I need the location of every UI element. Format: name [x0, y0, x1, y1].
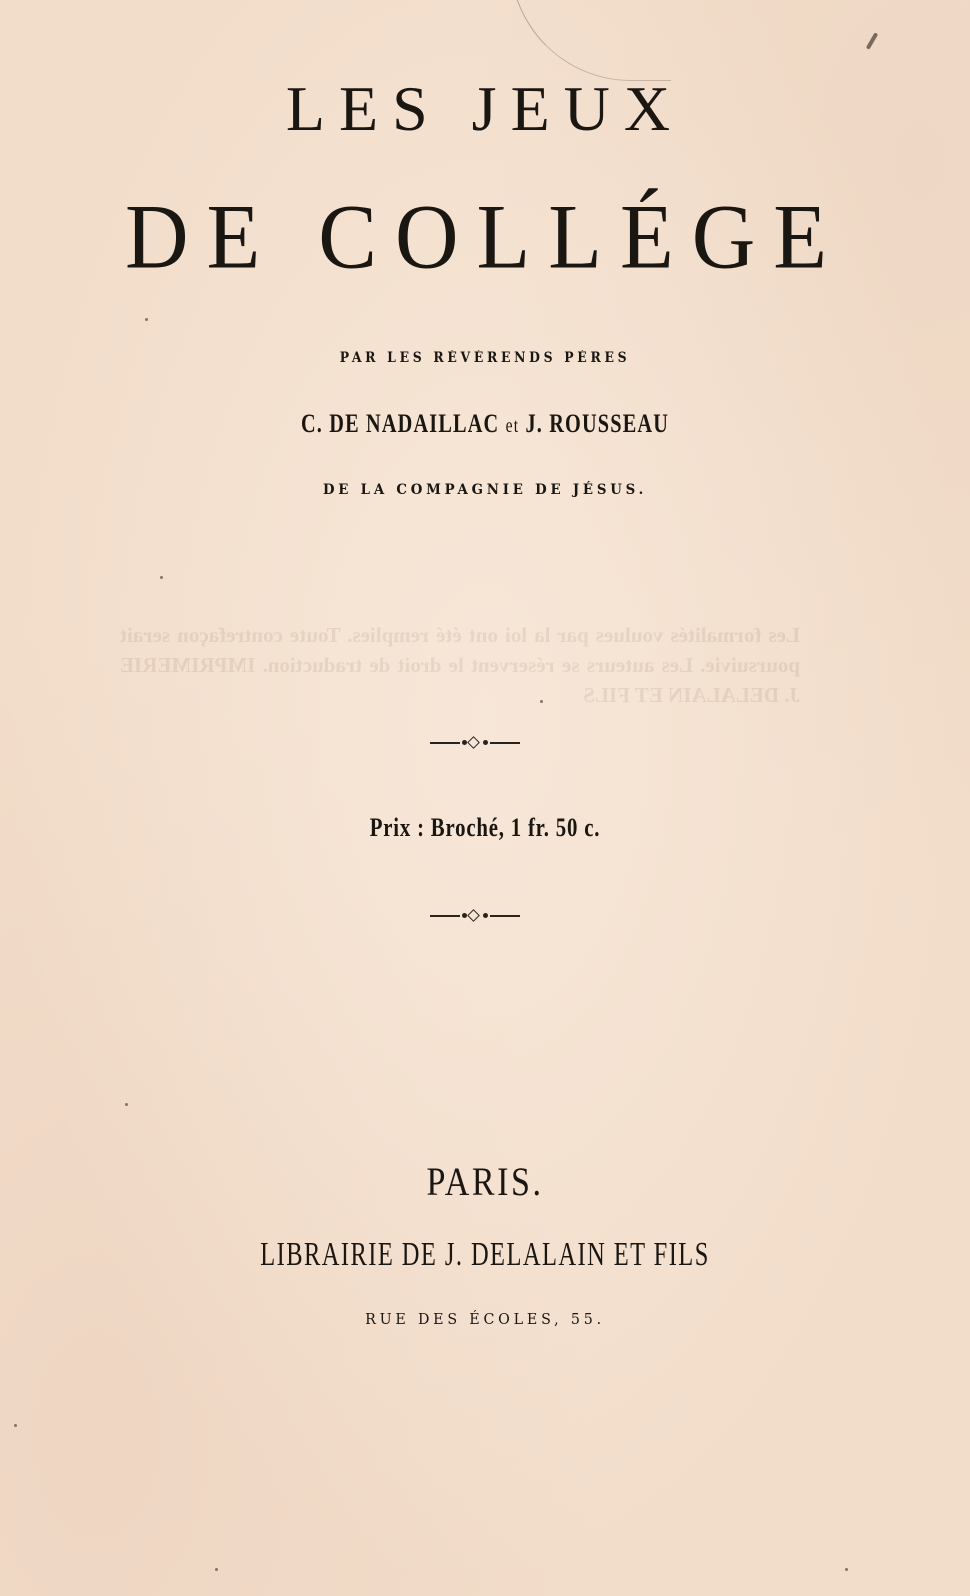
author-1: C. DE NADAILLAC: [300, 409, 500, 438]
title-line-2: DE COLLÉGE: [124, 186, 846, 289]
paper-crease-mark: [510, 0, 671, 81]
paper-speck: [160, 576, 163, 579]
imprint-address: RUE DES ÉCOLES, 55.: [365, 1310, 605, 1328]
paper-speck: [145, 318, 148, 321]
paper-speck: [845, 1568, 848, 1571]
paper-speck: [215, 1568, 218, 1571]
paper-speck: [125, 1103, 128, 1106]
ink-mark: [866, 32, 878, 50]
imprint-publisher: LIBRAIRIE DE J. DELALAIN ET FILS: [260, 1236, 710, 1273]
fleuron-divider-icon: [430, 738, 520, 748]
price: Prix : Broché, 1 fr. 50 c.: [369, 813, 601, 842]
authors: [107, 409, 864, 439]
paper-speck: [540, 700, 543, 703]
byline-intro: PAR LES RÉVÉRENDS PÈRES: [339, 350, 631, 366]
show-through-text: Les formalités voulues par la loi ont été remplies. Toute contrefaçon serait poursuivie. Les auteurs se réservent le droit de traduction. IMPRIMERIE J. DELALAIN ET FILS: [120, 623, 800, 707]
author-conjunction: et: [505, 415, 520, 437]
affiliation: DE LA COMPAGNIE DE JÉSUS.: [322, 482, 648, 498]
title-line-1: LES JEUX: [285, 73, 685, 144]
imprint-city: PARIS.: [426, 1159, 544, 1204]
fleuron-divider-icon: [430, 911, 520, 921]
author-2: J. ROUSSEAU: [525, 409, 670, 438]
paper-speck: [14, 1424, 17, 1427]
